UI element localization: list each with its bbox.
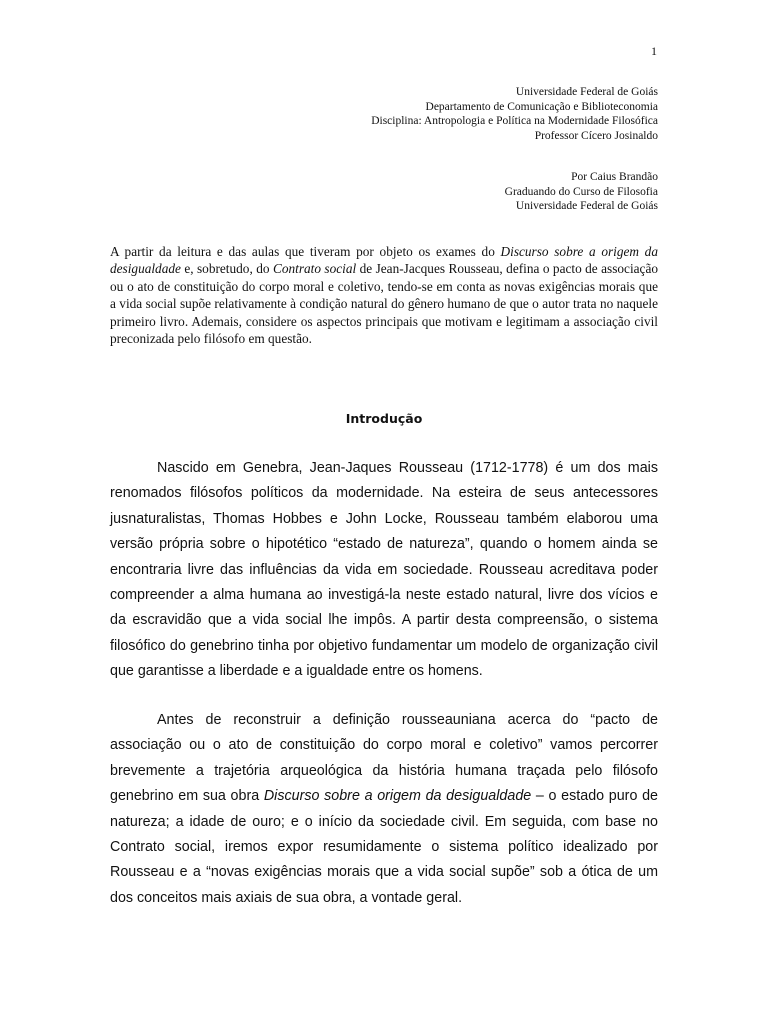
author-name: Por Caius Brandão (571, 171, 658, 183)
department-name: Departamento de Comunicação e Biblioteconomia (425, 100, 658, 113)
author-course: Graduando do Curso de Filosofia (504, 185, 658, 198)
intro-paragraph-1: Nascido em Genebra, Jean-Jaques Rousseau (1712-1778) é um dos mais renomados filósofos políticos da modernidade. Na esteira de seus antecessores jusnaturalistas, Thomas Hobbes e John Locke, Rousseau também elaborou uma versão própria sobre o hipotético “estado de natureza”, quando o homem ainda se encontraria livre das influências da vida em sociedade. Rousseau acreditava poder compreender a alma humana ao investigá-la neste estado natural, livre dos vícios e da escravidão que a vida social lhe impôs. A partir desta compreensão, o sistema filosófico do genebrino tinha por objetivo fundamentar um modelo de organização civil que garantisse a liberdade e a igualdade entre os homens. (110, 460, 658, 680)
prompt-text-2: e, sobretudo, do (180, 261, 273, 277)
intro-paragraph-2 (110, 708, 658, 911)
professor-name: Professor Cícero Josinaldo (534, 129, 658, 142)
prompt-text-1: A partir da leitura e das aulas que tiveram por objeto os exames do (110, 244, 501, 259)
paragraph2-text-1: Antes de reconstruir a definição rousseauniana acerca do “pacto de associação ou o ato de constituição do corpo moral e coletivo” vamos percorrer brevemente a trajetória arqueológica da história humana traçada pelo filósofo genebrino em sua obra (110, 712, 658, 805)
assignment-prompt (110, 243, 658, 347)
author-university: Universidade Federal de Goiás (515, 200, 658, 212)
section-title: Introdução (345, 411, 423, 426)
prompt-work-title-2: Contrato social (272, 261, 357, 277)
institution-header (371, 85, 658, 143)
university-name: Universidade Federal de Goiás (515, 86, 658, 98)
discipline-name: Disciplina: Antropologia e Política na Modernidade Filosófica (371, 115, 658, 127)
prompt-work-title-1: Discurso sobre a origem da desigualdade (110, 244, 658, 277)
author-block (505, 170, 658, 214)
page-number: 1 (651, 44, 657, 58)
paragraph2-work-title: Discurso sobre a origem da desigualdade (263, 788, 532, 805)
paragraph2-text-2: – o estado puro de natureza; a idade de ouro; e o início da sociedade civil. Em seguida, com base no Contrato social, iremos expor resumidamente o sistema político idealizado por Rousseau e a “novas exigências morais que a vida social supõe” sob a ótica de um dos conceitos mais axiais de sua obra, a vontade geral. (110, 788, 658, 906)
prompt-text-3: de Jean-Jacques Rousseau, defina o pacto de associação ou o ato de constituição do corpo moral e coletivo, tendo-se em conta as novas exigências morais que a vida social supõe relativamente à condição natural do gênero humano de que o autor trata no naquele primeiro livro. Ademais, considere os aspectos principais que motivam e legitimam a associação civil preconizada pelo filósofo em questão. (110, 261, 658, 347)
